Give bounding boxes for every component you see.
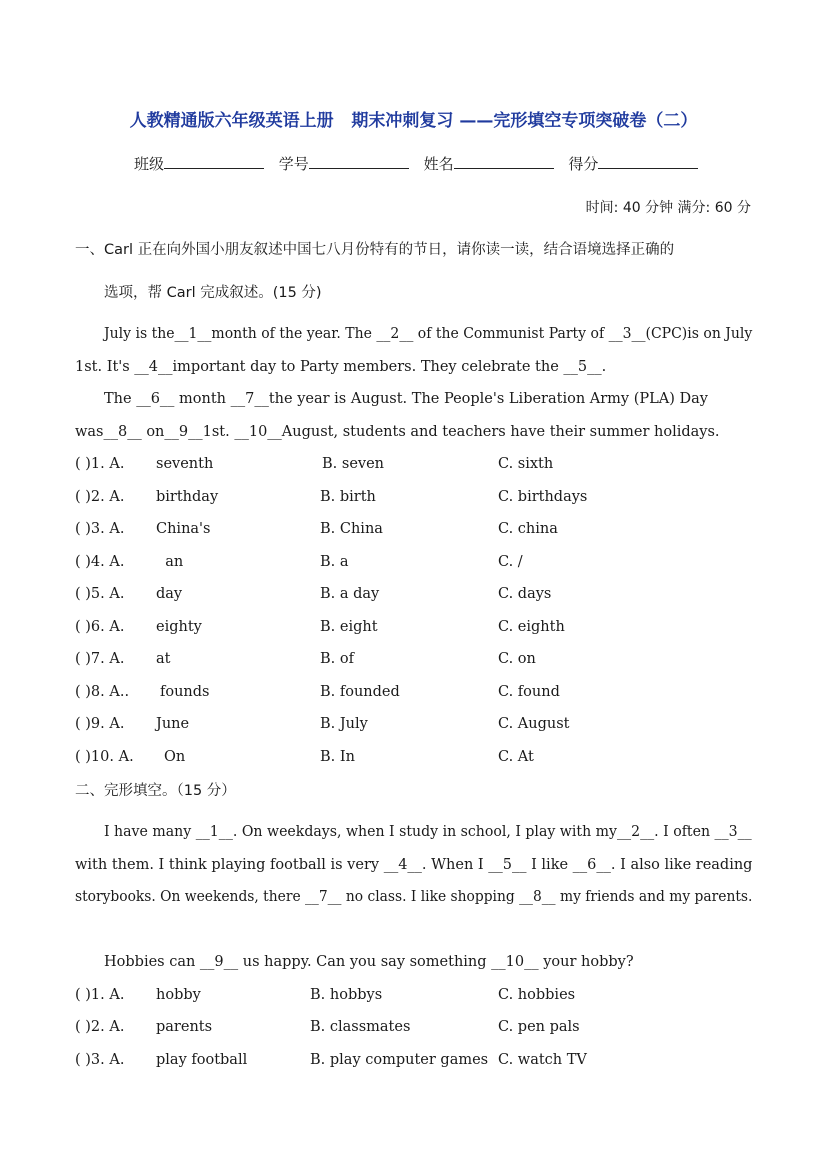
time-score-line: 时间: 40 分钟 满分: 60 分: [585, 200, 751, 216]
section1-passage-line: 1st. It's __4__important day to Party members. They celebrate the __5__.: [75, 359, 607, 375]
option-b[interactable]: B. of: [320, 651, 354, 667]
question-number: ( )5. A.: [75, 586, 125, 602]
option-c[interactable]: C. on: [498, 651, 536, 667]
option-b[interactable]: B. play computer games: [310, 1052, 489, 1068]
score-label: 得分: [568, 155, 599, 173]
section2-heading: 二、完形填空。（15 分）: [75, 783, 236, 799]
question-number: ( )1. A.: [75, 456, 125, 472]
option-a[interactable]: seventh: [156, 456, 214, 472]
option-c[interactable]: C. found: [498, 684, 560, 700]
option-c[interactable]: C. eighth: [498, 619, 565, 635]
option-b[interactable]: B. eight: [320, 619, 378, 635]
question-number: ( )9. A.: [75, 716, 125, 732]
option-c[interactable]: C. hobbies: [498, 987, 576, 1003]
option-c[interactable]: C. /: [498, 554, 523, 570]
section1-passage-line: was__8__ on__9__1st. __10__August, students and teachers have their summer holidays.: [75, 424, 720, 440]
class-label: 班级: [134, 155, 165, 173]
class-blank[interactable]: [164, 154, 264, 169]
question-number: ( )3. A.: [75, 521, 125, 537]
name-blank[interactable]: [454, 154, 554, 169]
student-info-line: [134, 153, 708, 174]
section2-passage-line: storybooks. On weekends, there __7__ no class. I like shopping __8__ my friends and my parents.: [75, 889, 753, 905]
number-label: 学号: [278, 155, 309, 173]
question-number: ( )4. A.: [75, 554, 125, 570]
option-a[interactable]: parents: [156, 1019, 213, 1035]
option-b[interactable]: B. classmates: [310, 1019, 411, 1035]
section1-heading-line2: 选项，帮 Carl 完成叙述。(15 分): [104, 285, 322, 301]
section2-passage-line: with them. I think playing football is very __4__. When I __5__ I like __6__. I also like reading: [75, 857, 753, 873]
option-c[interactable]: C. days: [498, 586, 552, 602]
question-number: ( )2. A.: [75, 1019, 125, 1035]
question-number: ( )7. A.: [75, 651, 125, 667]
question-number: ( )10. A.: [75, 749, 134, 765]
page-title: 人教精通版六年级英语上册 期末冲刺复习 ——完形填空专项突破卷（二）: [129, 111, 698, 131]
option-a[interactable]: June: [156, 716, 190, 732]
question-number: ( )3. A.: [75, 1052, 125, 1068]
option-b[interactable]: B. hobbys: [310, 987, 383, 1003]
score-blank[interactable]: [598, 154, 698, 169]
option-a[interactable]: birthday: [156, 489, 219, 505]
option-b[interactable]: B. birth: [320, 489, 376, 505]
option-a[interactable]: founds: [160, 684, 210, 700]
option-a[interactable]: eighty: [156, 619, 202, 635]
section1-heading-line1: 一、Carl 正在向外国小朋友叙述中国七八月份特有的节日，请你读一读，结合语境选择正确的: [75, 242, 675, 258]
option-c[interactable]: C. August: [498, 716, 570, 732]
number-blank[interactable]: [309, 154, 409, 169]
section1-passage-line: July is the__1__month of the year. The __2__ of the Communist Party of __3__(CPC)is on July: [104, 326, 753, 342]
name-label: 姓名: [423, 155, 454, 173]
question-number: ( )2. A.: [75, 489, 125, 505]
option-a[interactable]: hobby: [156, 987, 201, 1003]
option-c[interactable]: C. china: [498, 521, 558, 537]
section2-passage-line: I have many __1__. On weekdays, when I study in school, I play with my__2__. I often __3__: [104, 824, 752, 840]
question-number: ( )8. A..: [75, 684, 130, 700]
option-c[interactable]: C. birthdays: [498, 489, 588, 505]
option-c[interactable]: C. pen pals: [498, 1019, 580, 1035]
option-a[interactable]: China's: [156, 521, 211, 537]
option-a[interactable]: play football: [156, 1052, 248, 1068]
option-c[interactable]: C. sixth: [498, 456, 554, 472]
option-b[interactable]: B. seven: [322, 456, 385, 472]
option-b[interactable]: B. a day: [320, 586, 380, 602]
option-a[interactable]: day: [156, 586, 183, 602]
option-b[interactable]: B. China: [320, 521, 383, 537]
question-number: ( )6. A.: [75, 619, 125, 635]
option-b[interactable]: B. July: [320, 716, 368, 732]
option-b[interactable]: B. In: [320, 749, 355, 765]
option-a[interactable]: at: [156, 651, 171, 667]
option-b[interactable]: B. a: [320, 554, 349, 570]
option-c[interactable]: C. watch TV: [498, 1052, 587, 1068]
question-number: ( )1. A.: [75, 987, 125, 1003]
section1-passage-line: The __6__ month __7__the year is August. The People's Liberation Army (PLA) Day: [104, 391, 708, 407]
option-b[interactable]: B. founded: [320, 684, 400, 700]
option-a[interactable]: On: [164, 749, 186, 765]
option-c[interactable]: C. At: [498, 749, 534, 765]
option-a[interactable]: an: [156, 554, 184, 570]
section2-passage-line: Hobbies can __9__ us happy. Can you say something __10__ your hobby?: [104, 954, 634, 970]
